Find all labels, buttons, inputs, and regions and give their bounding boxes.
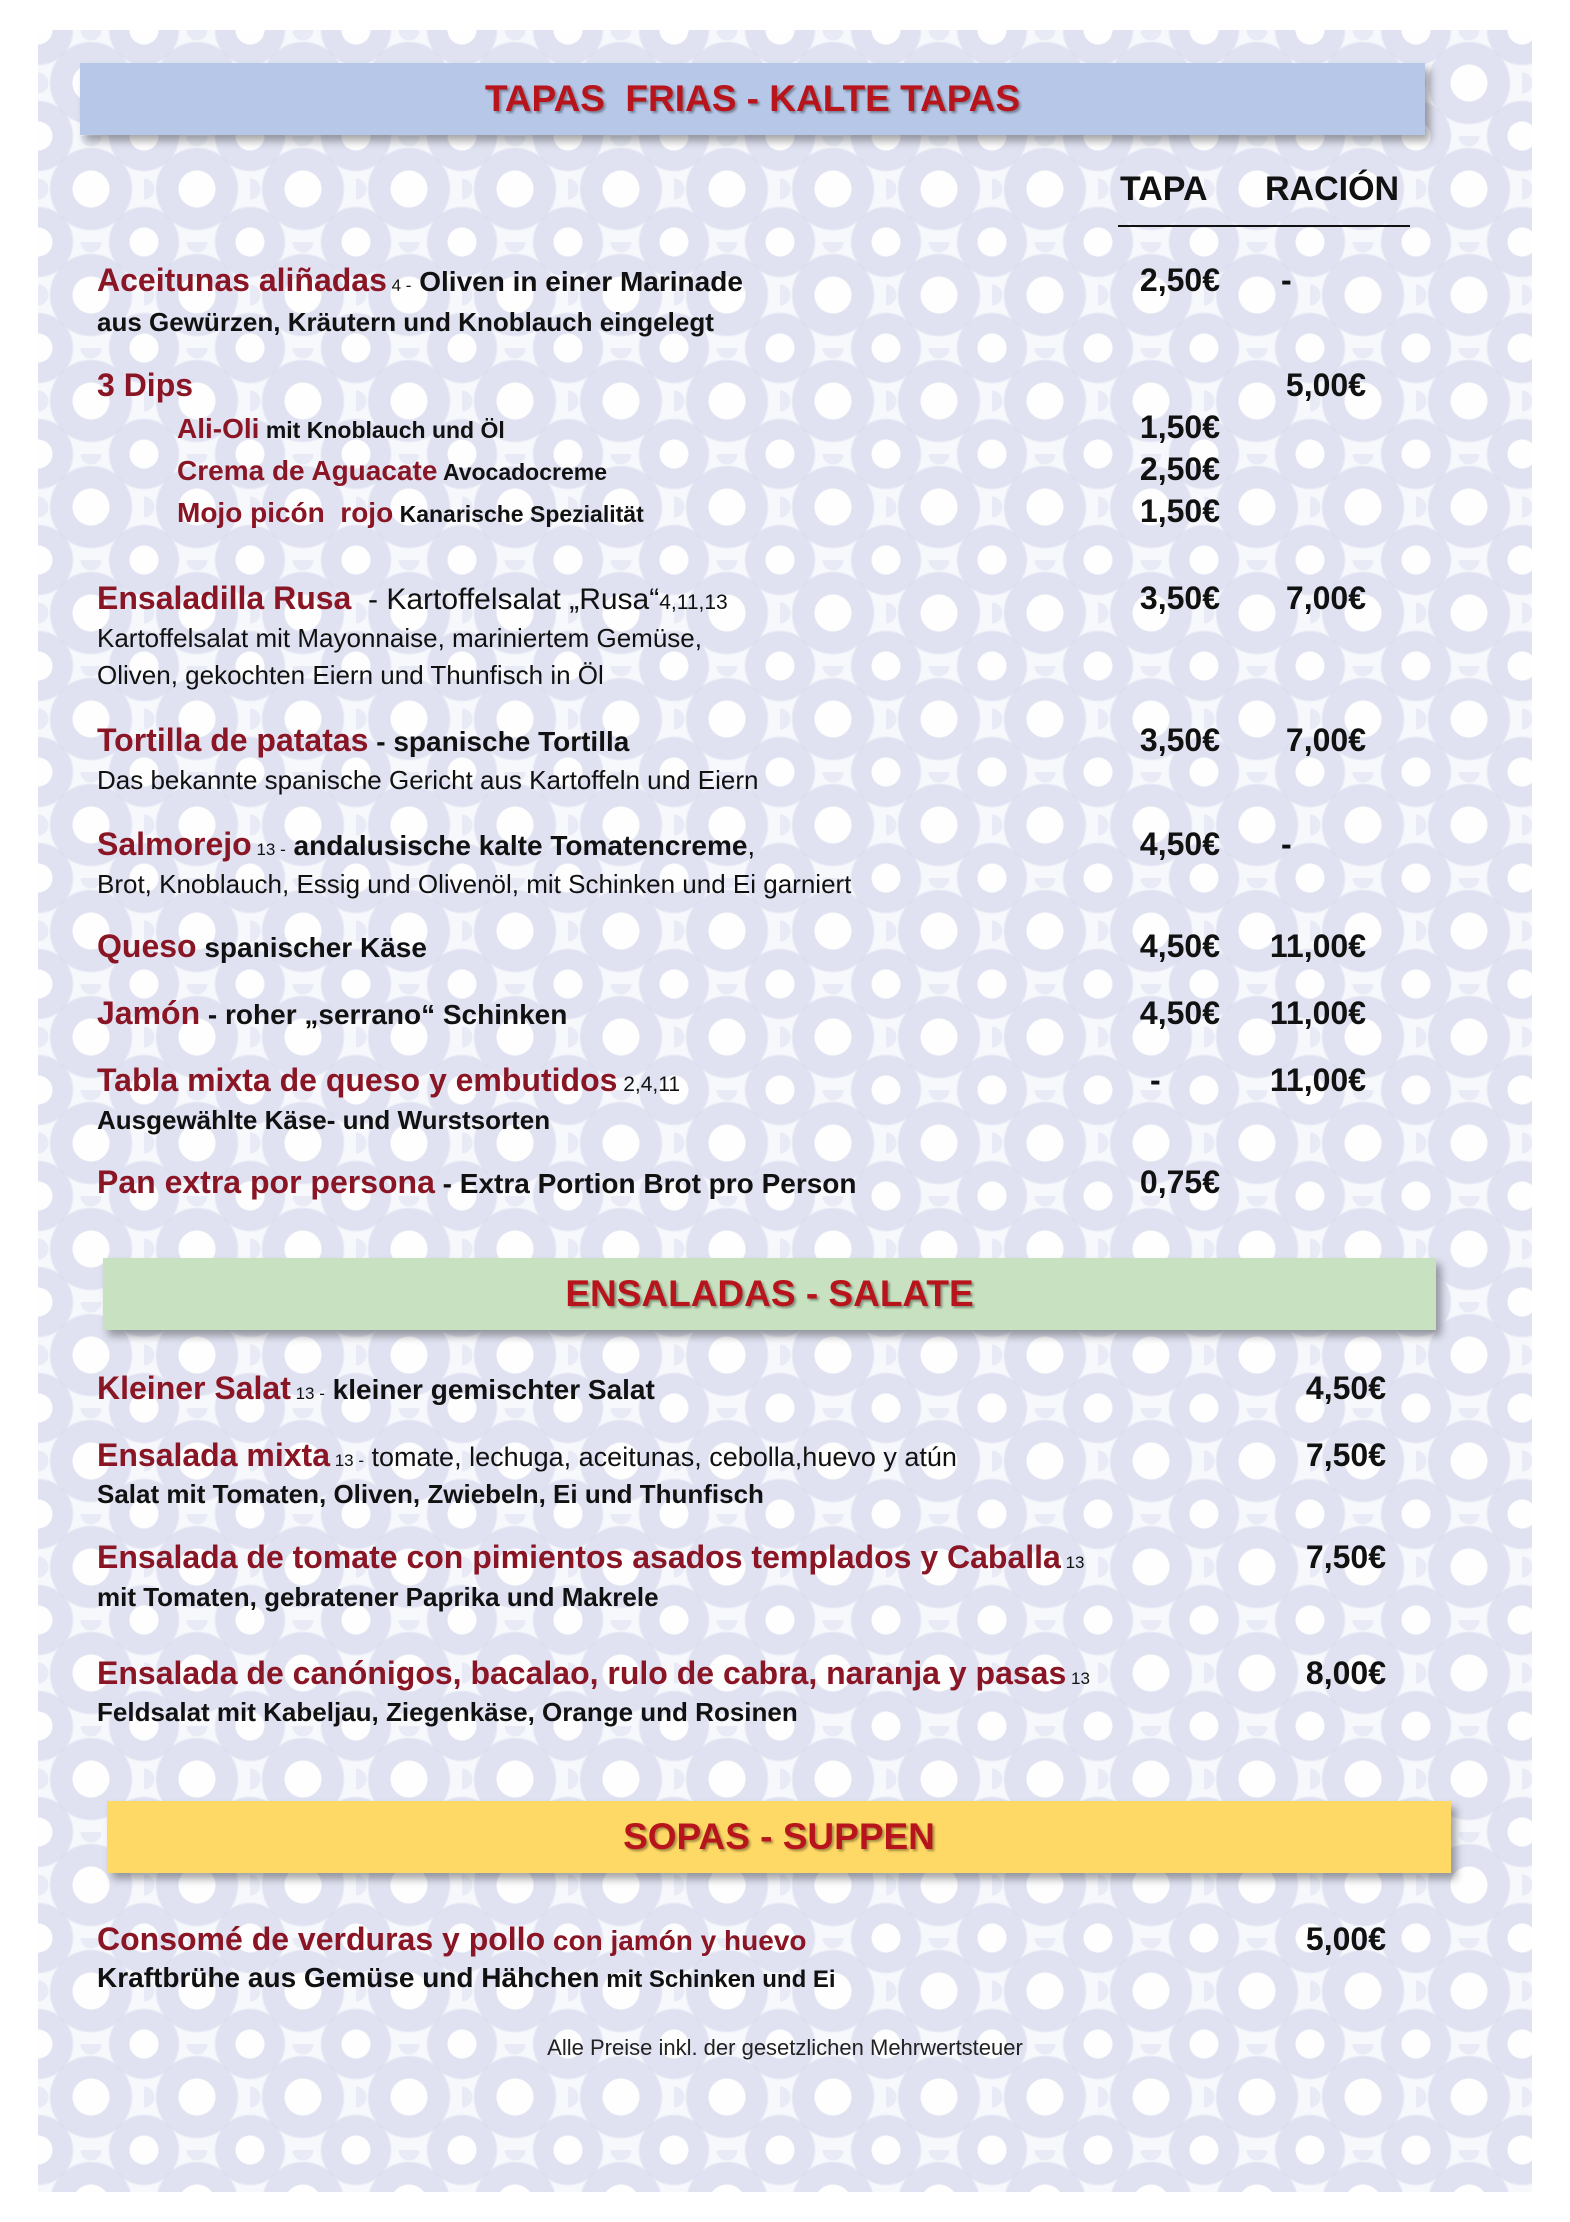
col-header-tapa: TAPA — [1120, 170, 1208, 208]
item-ensalada-canonigos-name: Ensalada de canónigos, bacalao, rulo de cabra, naranja y pasas — [97, 1655, 1067, 1691]
dip-mojo-name: Mojo picón rojo — [177, 497, 394, 528]
item-kleiner-salat — [97, 1370, 655, 1407]
item-tabla-tapa: - — [1150, 1062, 1161, 1098]
item-jamon-tapa: 4,50€ — [1139, 995, 1220, 1031]
item-queso-tapa: 4,50€ — [1139, 928, 1220, 964]
item-kleiner-salat-desc: kleiner gemischter Salat — [324, 1374, 655, 1405]
item-kleiner-salat-name: Kleiner Salat — [97, 1370, 291, 1406]
dip-alioli-price: 1,50€ — [1139, 409, 1220, 445]
item-aceitunas-desc: Oliven in einer Marinade — [411, 266, 743, 297]
item-consome-desc: con jamón y huevo — [545, 1925, 807, 1956]
item-consome-name: Consomé de verduras y pollo — [97, 1921, 546, 1957]
item-salmorejo-desc: andalusische kalte Tomatencreme — [285, 830, 748, 861]
item-tortilla-line2: Das bekannte spanische Gericht aus Kartoffeln und Eiern — [97, 765, 759, 795]
item-ensalada-canonigos-line2: Feldsalat mit Kabeljau, Ziegenkäse, Orange und Rosinen — [97, 1697, 798, 1727]
banner-sopas — [107, 1801, 1451, 1873]
item-tortilla-racion: 7,00€ — [1285, 722, 1366, 758]
item-jamon — [97, 995, 567, 1032]
item-consome-line2-wrap — [97, 1962, 836, 1994]
item-ensaladilla-racion: 7,00€ — [1285, 580, 1366, 616]
item-ensalada-tomate-name: Ensalada de tomate con pimientos asados templados y Caballa — [97, 1539, 1061, 1575]
item-queso — [97, 928, 427, 965]
dip-aguacate-price: 2,50€ — [1139, 451, 1220, 487]
item-ensaladilla-line2: Kartoffelsalat mit Mayonnaise, mariniertem Gemüse, — [97, 623, 702, 653]
item-ensalada-mixta-name: Ensalada mixta — [97, 1437, 330, 1473]
item-salmorejo-line2: Brot, Knoblauch, Essig und Olivenöl, mit Schinken und Ei garniert — [97, 869, 852, 899]
item-ensalada-mixta-price: 7,50€ — [1305, 1437, 1386, 1473]
dip-mojo-price: 1,50€ — [1139, 493, 1220, 529]
item-queso-desc: spanischer Käse — [196, 932, 427, 963]
banner-ensaladas-title: ENSALADAS - SALATE — [565, 1273, 974, 1314]
item-jamon-desc: - roher „serrano“ Schinken — [200, 999, 568, 1030]
col-header-racion: RACIÓN — [1265, 170, 1400, 208]
item-consome-line2: Kraftbrühe aus Gemüse und Hähchen — [97, 1962, 600, 1993]
item-pan-tapa: 0,75€ — [1139, 1164, 1220, 1200]
dip-alioli-desc: mit Knoblauch und Öl — [259, 417, 505, 443]
item-consome — [97, 1921, 807, 1958]
item-aceitunas-allergens: 4 - — [386, 276, 412, 295]
item-dips-racion: 5,00€ — [1285, 367, 1366, 403]
banner-ensaladas — [103, 1258, 1436, 1330]
item-aceitunas-line2: aus Gewürzen, Kräutern und Knoblauch eingelegt — [97, 307, 714, 337]
item-pan-desc: - Extra Portion Brot pro Person — [434, 1168, 857, 1199]
item-salmorejo-name: Salmorejo — [97, 826, 252, 862]
item-tabla-racion: 11,00€ — [1269, 1062, 1366, 1098]
dip-alioli-name: Ali-Oli — [177, 413, 260, 444]
item-salmorejo-racion: - — [1281, 826, 1292, 862]
item-salmorejo-allergens: 13 - — [251, 840, 286, 859]
banner-sopas-title: SOPAS - SUPPEN — [623, 1816, 935, 1857]
item-ensalada-mixta-allergens: 13 - — [330, 1451, 365, 1470]
item-ensalada-tomate-allergens: 13 — [1060, 1553, 1085, 1572]
item-tortilla-tapa: 3,50€ — [1139, 722, 1220, 758]
item-tabla — [97, 1062, 680, 1099]
item-ensalada-tomate-line2: mit Tomaten, gebratener Paprika und Makrele — [97, 1582, 659, 1612]
dip-aguacate-name: Crema de Aguacate — [177, 455, 438, 486]
item-ensalada-canonigos-allergens: 13 — [1066, 1669, 1090, 1688]
item-ensaladilla-name: Ensaladilla Rusa — [97, 580, 352, 616]
item-salmorejo-comma: , — [747, 830, 756, 861]
item-ensalada-mixta-desc: tomate, lechuga, aceitunas, cebolla,huevo y atún — [364, 1442, 957, 1472]
item-consome-price: 5,00€ — [1305, 1921, 1386, 1957]
header-rule — [1118, 225, 1410, 227]
item-ensaladilla-allergens: 4,11,13 — [659, 591, 728, 614]
item-aceitunas-name: Aceitunas aliñadas — [97, 262, 387, 298]
banner-tapas-title: TAPAS FRIAS - KALTE TAPAS — [484, 78, 1021, 119]
item-ensalada-tomate — [97, 1539, 1084, 1576]
item-ensalada-mixta-line2: Salat mit Tomaten, Oliven, Zwiebeln, Ei und Thunfisch — [97, 1479, 764, 1509]
dip-mojo-desc: Kanarische Spezialität — [393, 501, 644, 527]
item-aceitunas — [97, 262, 743, 299]
item-dips-name: 3 Dips — [97, 367, 194, 403]
item-queso-racion: 11,00€ — [1269, 928, 1366, 964]
item-tortilla-name: Tortilla de patatas — [97, 722, 369, 758]
item-salmorejo-tapa: 4,50€ — [1139, 826, 1220, 862]
item-tabla-allergens: 2,4,11 — [617, 1073, 681, 1096]
item-ensalada-canonigos — [97, 1655, 1090, 1692]
item-consome-line2b: mit Schinken und Ei — [599, 1966, 836, 1993]
footer-note: Alle Preise inkl. der gesetzlichen Mehrwertsteuer — [547, 2035, 1023, 2060]
item-kleiner-salat-price: 4,50€ — [1305, 1370, 1386, 1406]
dip-aguacate-desc: Avocadocreme — [437, 459, 607, 485]
item-ensalada-tomate-price: 7,50€ — [1305, 1539, 1386, 1575]
item-ensaladilla — [97, 580, 728, 617]
item-pan-name: Pan extra por persona — [97, 1164, 435, 1200]
item-pan — [97, 1164, 857, 1201]
banner-tapas — [80, 63, 1425, 135]
item-queso-name: Queso — [97, 928, 197, 964]
item-tabla-line2: Ausgewählte Käse- und Wurstsorten — [97, 1105, 551, 1135]
item-jamon-racion: 11,00€ — [1269, 995, 1366, 1031]
item-aceitunas-tapa: 2,50€ — [1139, 262, 1220, 298]
item-tabla-name: Tabla mixta de queso y embutidos — [97, 1062, 618, 1098]
item-ensaladilla-line3: Oliven, gekochten Eiern und Thunfisch in Öl — [97, 660, 604, 690]
item-ensaladilla-tapa: 3,50€ — [1139, 580, 1220, 616]
item-ensalada-mixta — [97, 1437, 957, 1474]
item-ensaladilla-desc: - Kartoffelsalat „Rusa“ — [351, 583, 660, 616]
item-kleiner-salat-allergens: 13 - — [290, 1384, 325, 1403]
item-tortilla-desc: - spanische Tortilla — [368, 726, 630, 757]
item-salmorejo — [97, 826, 755, 863]
item-tortilla — [97, 722, 629, 759]
dip-mojo — [177, 497, 644, 529]
dip-alioli — [177, 413, 505, 445]
item-jamon-name: Jamón — [97, 995, 201, 1031]
item-ensalada-canonigos-price: 8,00€ — [1305, 1655, 1386, 1691]
item-aceitunas-racion: - — [1281, 262, 1292, 298]
dip-aguacate — [177, 455, 607, 487]
